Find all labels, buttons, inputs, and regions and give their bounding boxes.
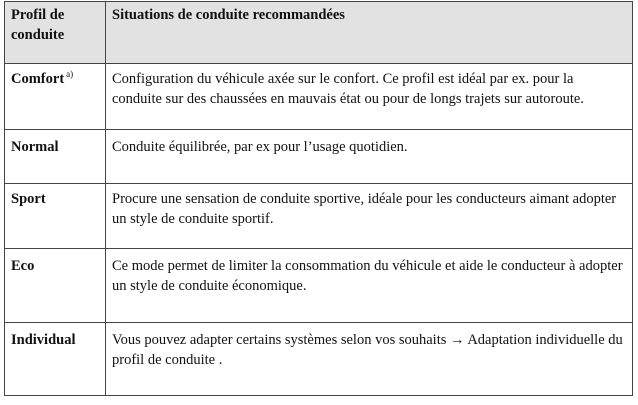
profile-cell: Eco [5,249,106,323]
header-situations: Situations de conduite recommandées [106,2,633,64]
driving-profiles-table [4,1,633,396]
table-header-row [5,2,633,64]
profile-cell [5,64,106,130]
table-row [5,130,633,184]
table-row [5,249,633,323]
description-cell: Conduite équilibrée, par ex pour l’usage quotidien. [106,130,633,184]
profile-cell: Normal [5,130,106,184]
header-profile: Profil de conduite [5,2,106,64]
footnote-marker: a) [66,69,74,80]
profile-name: Comfort [11,71,65,87]
table-row [5,184,633,249]
table-row [5,323,633,396]
profile-cell: Sport [5,184,106,249]
description-cell: Configuration du véhicule axée sur le confort. Ce profil est idéal par ex. pour la conduite sur des chaussées en mauvais état ou pour de longs trajets sur autoroute. [106,64,633,130]
table-row [5,64,633,130]
profile-cell: Individual [5,323,106,396]
description-cell: Procure une sensation de conduite sportive, idéale pour les conducteurs aimant adopter un style de conduite sportif. [106,184,633,249]
description-cell: Vous pouvez adapter certains systèmes selon vos souhaits → Adaptation individuelle du profil de conduite . [106,323,633,396]
description-cell: Ce mode permet de limiter la consommation du véhicule et aide le conducteur à adopter un style de conduite économique. [106,249,633,323]
